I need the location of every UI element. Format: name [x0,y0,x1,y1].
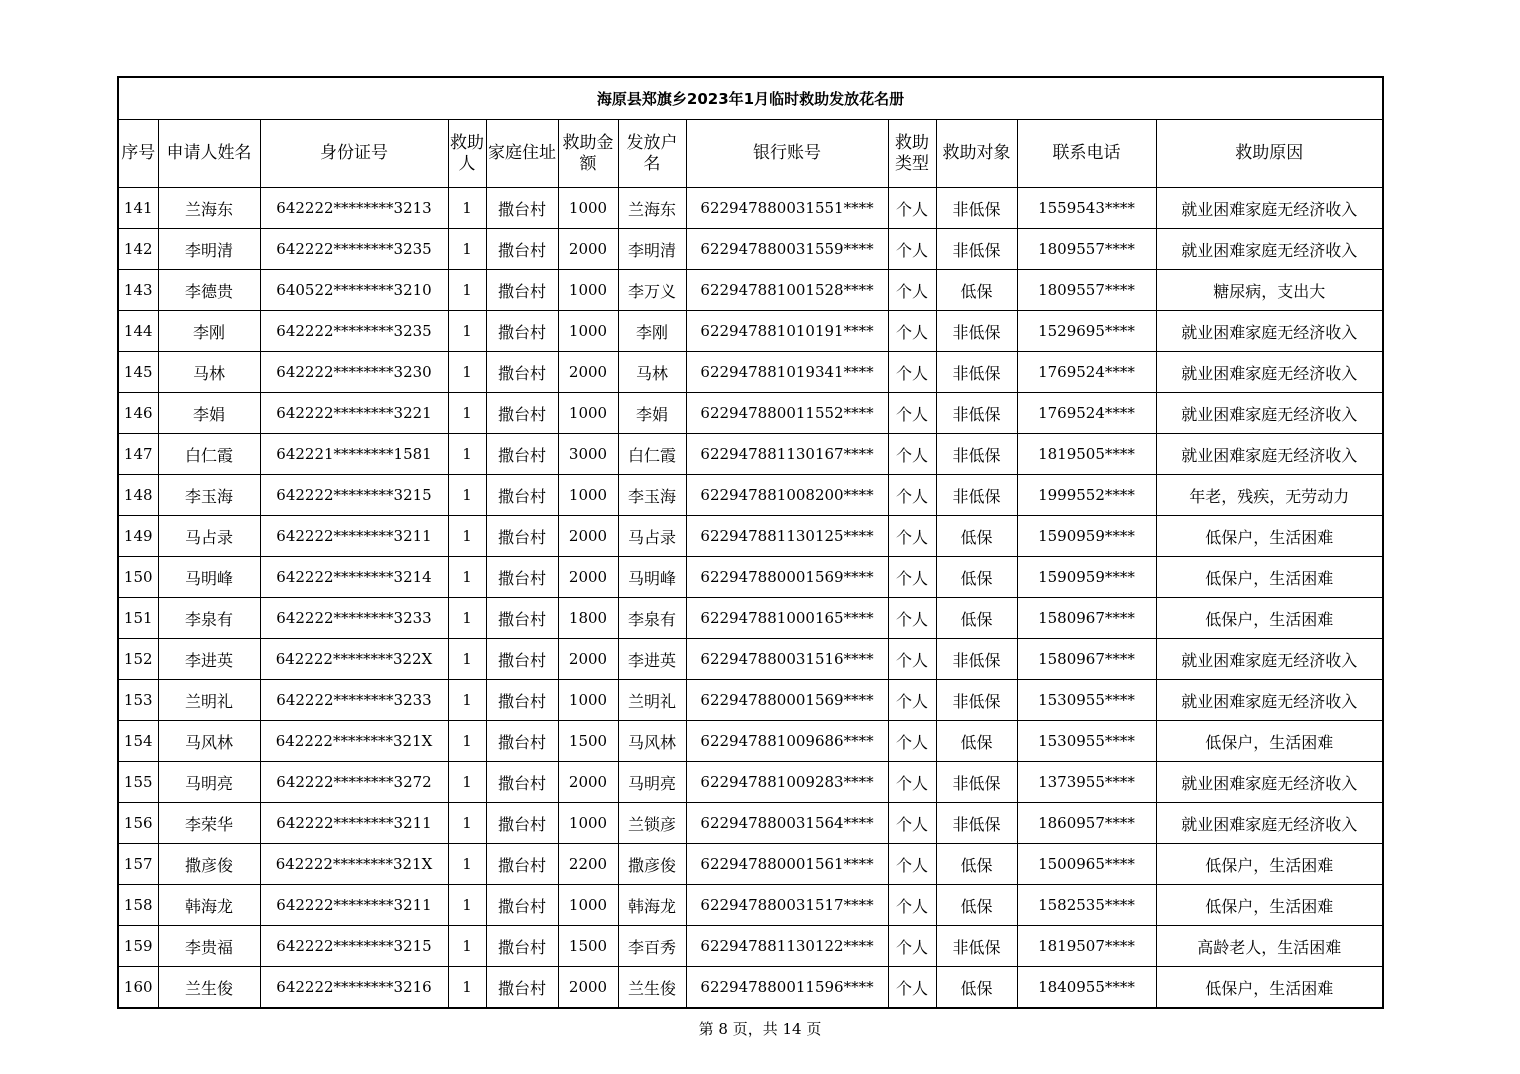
cell-name: 李泉有 [158,598,260,639]
cell-payee: 韩海龙 [618,885,686,926]
table-row [118,598,1383,639]
cell-address: 撒台村 [486,311,558,352]
cell-reason: 就业困难家庭无经济收入 [1156,639,1383,680]
cell-address: 撒台村 [486,967,558,1009]
cell-address: 撒台村 [486,188,558,229]
table-row [118,803,1383,844]
cell-seq: 143 [118,270,158,311]
cell-id: 642222********3216 [260,967,448,1009]
header-type: 救助类型 [888,120,936,188]
cell-address: 撒台村 [486,926,558,967]
cell-amount: 1000 [558,885,618,926]
cell-target: 非低保 [936,229,1017,270]
table-title: 海原县郑旗乡2023年1月临时救助发放花名册 [118,77,1383,120]
cell-address: 撒台村 [486,803,558,844]
cell-reason: 低保户，生活困难 [1156,721,1383,762]
cell-id: 642222********3233 [260,680,448,721]
cell-reason: 就业困难家庭无经济收入 [1156,803,1383,844]
cell-type: 个人 [888,352,936,393]
cell-amount: 2200 [558,844,618,885]
table-row [118,721,1383,762]
cell-id: 642222********3233 [260,598,448,639]
cell-amount: 2000 [558,762,618,803]
table-row [118,516,1383,557]
cell-count: 1 [448,680,486,721]
cell-name: 李进英 [158,639,260,680]
cell-account: 622947881130125**** [686,516,888,557]
cell-target: 非低保 [936,311,1017,352]
cell-type: 个人 [888,803,936,844]
cell-payee: 兰明礼 [618,680,686,721]
cell-name: 李刚 [158,311,260,352]
cell-payee: 李泉有 [618,598,686,639]
cell-phone: 1500965**** [1017,844,1156,885]
table-row [118,926,1383,967]
page-footer: 第 8 页，共 14 页 [698,1020,822,1038]
cell-payee: 马风林 [618,721,686,762]
table-row [118,762,1383,803]
cell-amount: 3000 [558,434,618,475]
cell-account: 622947881130122**** [686,926,888,967]
cell-account: 622947880011552**** [686,393,888,434]
cell-seq: 142 [118,229,158,270]
table-row [118,885,1383,926]
cell-reason: 低保户，生活困难 [1156,516,1383,557]
cell-amount: 2000 [558,967,618,1009]
cell-amount: 1000 [558,680,618,721]
cell-id: 642222********322X [260,639,448,680]
cell-address: 撒台村 [486,680,558,721]
cell-target: 非低保 [936,352,1017,393]
cell-name: 马风林 [158,721,260,762]
cell-seq: 149 [118,516,158,557]
cell-phone: 1530955**** [1017,721,1156,762]
cell-seq: 150 [118,557,158,598]
cell-reason: 高龄老人，生活困难 [1156,926,1383,967]
cell-payee: 马占录 [618,516,686,557]
header-amount: 救助金额 [558,120,618,188]
cell-address: 撒台村 [486,475,558,516]
cell-seq: 160 [118,967,158,1009]
cell-payee: 白仁霞 [618,434,686,475]
cell-name: 韩海龙 [158,885,260,926]
cell-account: 622947880001569**** [686,557,888,598]
cell-name: 马明亮 [158,762,260,803]
cell-id: 642222********3214 [260,557,448,598]
cell-payee: 撒彦俊 [618,844,686,885]
cell-id: 642222********3235 [260,311,448,352]
cell-name: 马明峰 [158,557,260,598]
cell-phone: 1580967**** [1017,639,1156,680]
cell-id: 642222********3230 [260,352,448,393]
cell-address: 撒台村 [486,721,558,762]
cell-count: 1 [448,434,486,475]
cell-account: 622947881010191**** [686,311,888,352]
cell-type: 个人 [888,516,936,557]
cell-phone: 1530955**** [1017,680,1156,721]
cell-reason: 就业困难家庭无经济收入 [1156,434,1383,475]
cell-seq: 157 [118,844,158,885]
cell-phone: 1809557**** [1017,229,1156,270]
cell-phone: 1809557**** [1017,270,1156,311]
cell-reason: 低保户，生活困难 [1156,557,1383,598]
cell-type: 个人 [888,188,936,229]
cell-seq: 154 [118,721,158,762]
cell-count: 1 [448,598,486,639]
cell-id: 642222********3211 [260,516,448,557]
cell-name: 李贵福 [158,926,260,967]
cell-count: 1 [448,639,486,680]
table-row [118,475,1383,516]
cell-address: 撒台村 [486,885,558,926]
cell-reason: 糖尿病，支出大 [1156,270,1383,311]
cell-target: 低保 [936,557,1017,598]
table-row [118,434,1383,475]
cell-account: 622947880031516**** [686,639,888,680]
table-row [118,639,1383,680]
cell-type: 个人 [888,680,936,721]
cell-type: 个人 [888,598,936,639]
cell-phone: 1819505**** [1017,434,1156,475]
cell-account: 622947881008200**** [686,475,888,516]
cell-target: 低保 [936,885,1017,926]
cell-address: 撒台村 [486,557,558,598]
cell-amount: 1000 [558,270,618,311]
cell-seq: 153 [118,680,158,721]
cell-amount: 2000 [558,639,618,680]
cell-name: 马林 [158,352,260,393]
cell-count: 1 [448,721,486,762]
cell-seq: 141 [118,188,158,229]
header-seq: 序号 [118,120,158,188]
cell-name: 兰生俊 [158,967,260,1009]
cell-type: 个人 [888,393,936,434]
cell-phone: 1590959**** [1017,557,1156,598]
cell-type: 个人 [888,229,936,270]
cell-address: 撒台村 [486,844,558,885]
cell-account: 622947881019341**** [686,352,888,393]
cell-amount: 2000 [558,557,618,598]
cell-count: 1 [448,844,486,885]
cell-phone: 1769524**** [1017,393,1156,434]
cell-payee: 兰锁彦 [618,803,686,844]
cell-reason: 就业困难家庭无经济收入 [1156,229,1383,270]
cell-name: 马占录 [158,516,260,557]
relief-roster-table [117,76,1384,1009]
cell-count: 1 [448,311,486,352]
cell-phone: 1860957**** [1017,803,1156,844]
cell-target: 非低保 [936,188,1017,229]
cell-target: 低保 [936,844,1017,885]
table-row [118,844,1383,885]
cell-id: 642222********3213 [260,188,448,229]
cell-phone: 1819507**** [1017,926,1156,967]
cell-address: 撒台村 [486,229,558,270]
cell-payee: 李明清 [618,229,686,270]
cell-account: 622947880001569**** [686,680,888,721]
cell-target: 非低保 [936,926,1017,967]
cell-id: 642222********321X [260,844,448,885]
header-payee: 发放户名 [618,120,686,188]
header-reason: 救助原因 [1156,120,1383,188]
cell-payee: 马明峰 [618,557,686,598]
cell-count: 1 [448,352,486,393]
cell-target: 低保 [936,270,1017,311]
cell-amount: 2000 [558,229,618,270]
table-row [118,352,1383,393]
cell-target: 低保 [936,598,1017,639]
cell-id: 640522********3210 [260,270,448,311]
cell-seq: 147 [118,434,158,475]
cell-type: 个人 [888,967,936,1009]
cell-address: 撒台村 [486,434,558,475]
table-row [118,967,1383,1009]
cell-payee: 马林 [618,352,686,393]
header-phone: 联系电话 [1017,120,1156,188]
cell-count: 1 [448,557,486,598]
cell-name: 李娟 [158,393,260,434]
cell-phone: 1590959**** [1017,516,1156,557]
cell-amount: 1000 [558,188,618,229]
cell-account: 622947881009686**** [686,721,888,762]
cell-payee: 李刚 [618,311,686,352]
cell-id: 642222********3211 [260,803,448,844]
cell-address: 撒台村 [486,639,558,680]
cell-amount: 1500 [558,721,618,762]
cell-address: 撒台村 [486,393,558,434]
cell-payee: 马明亮 [618,762,686,803]
cell-account: 622947880031559**** [686,229,888,270]
cell-target: 非低保 [936,393,1017,434]
cell-count: 1 [448,516,486,557]
cell-payee: 李娟 [618,393,686,434]
cell-count: 1 [448,967,486,1009]
cell-count: 1 [448,188,486,229]
cell-name: 兰明礼 [158,680,260,721]
cell-id: 642222********321X [260,721,448,762]
table-body [118,188,1383,1009]
header-account: 银行账号 [686,120,888,188]
cell-target: 非低保 [936,680,1017,721]
cell-name: 李荣华 [158,803,260,844]
cell-seq: 158 [118,885,158,926]
cell-reason: 就业困难家庭无经济收入 [1156,352,1383,393]
cell-reason: 低保户，生活困难 [1156,598,1383,639]
header-count: 救助人 [448,120,486,188]
cell-type: 个人 [888,311,936,352]
cell-type: 个人 [888,639,936,680]
cell-address: 撒台村 [486,270,558,311]
cell-amount: 1500 [558,926,618,967]
cell-type: 个人 [888,762,936,803]
cell-reason: 就业困难家庭无经济收入 [1156,311,1383,352]
cell-name: 李玉海 [158,475,260,516]
header-target: 救助对象 [936,120,1017,188]
cell-id: 642221********1581 [260,434,448,475]
cell-payee: 兰海东 [618,188,686,229]
cell-address: 撒台村 [486,762,558,803]
cell-amount: 2000 [558,516,618,557]
cell-seq: 152 [118,639,158,680]
table-row [118,188,1383,229]
cell-name: 撒彦俊 [158,844,260,885]
cell-target: 非低保 [936,434,1017,475]
cell-type: 个人 [888,721,936,762]
cell-reason: 年老，残疾，无劳动力 [1156,475,1383,516]
table-row [118,311,1383,352]
cell-seq: 148 [118,475,158,516]
header-row [118,120,1383,188]
header-id: 身份证号 [260,120,448,188]
cell-id: 642222********3272 [260,762,448,803]
table-row [118,270,1383,311]
cell-type: 个人 [888,270,936,311]
cell-reason: 低保户，生活困难 [1156,844,1383,885]
cell-payee: 兰生俊 [618,967,686,1009]
header-name: 申请人姓名 [158,120,260,188]
cell-phone: 1999552**** [1017,475,1156,516]
cell-seq: 151 [118,598,158,639]
cell-count: 1 [448,762,486,803]
cell-account: 622947881009283**** [686,762,888,803]
cell-payee: 李进英 [618,639,686,680]
cell-address: 撒台村 [486,598,558,639]
cell-type: 个人 [888,475,936,516]
table-row [118,393,1383,434]
cell-account: 622947880031517**** [686,885,888,926]
cell-phone: 1529695**** [1017,311,1156,352]
cell-reason: 就业困难家庭无经济收入 [1156,188,1383,229]
cell-id: 642222********3221 [260,393,448,434]
cell-type: 个人 [888,557,936,598]
table-row [118,680,1383,721]
cell-amount: 1000 [558,475,618,516]
cell-amount: 2000 [558,352,618,393]
cell-account: 622947880031551**** [686,188,888,229]
cell-seq: 159 [118,926,158,967]
cell-type: 个人 [888,434,936,475]
cell-reason: 就业困难家庭无经济收入 [1156,762,1383,803]
cell-target: 低保 [936,721,1017,762]
cell-account: 622947880011596**** [686,967,888,1009]
cell-seq: 156 [118,803,158,844]
cell-reason: 就业困难家庭无经济收入 [1156,680,1383,721]
cell-amount: 1800 [558,598,618,639]
cell-count: 1 [448,885,486,926]
cell-seq: 144 [118,311,158,352]
cell-account: 622947881130167**** [686,434,888,475]
cell-target: 非低保 [936,803,1017,844]
cell-phone: 1559543**** [1017,188,1156,229]
header-address: 家庭住址 [486,120,558,188]
cell-address: 撒台村 [486,352,558,393]
cell-type: 个人 [888,844,936,885]
cell-target: 低保 [936,516,1017,557]
cell-count: 1 [448,803,486,844]
cell-name: 兰海东 [158,188,260,229]
cell-target: 非低保 [936,639,1017,680]
cell-payee: 李玉海 [618,475,686,516]
cell-type: 个人 [888,885,936,926]
cell-name: 李明清 [158,229,260,270]
cell-phone: 1582535**** [1017,885,1156,926]
cell-reason: 低保户，生活困难 [1156,967,1383,1009]
cell-id: 642222********3211 [260,885,448,926]
cell-name: 李德贵 [158,270,260,311]
cell-type: 个人 [888,926,936,967]
cell-reason: 低保户，生活困难 [1156,885,1383,926]
cell-phone: 1580967**** [1017,598,1156,639]
cell-phone: 1840955**** [1017,967,1156,1009]
cell-seq: 145 [118,352,158,393]
cell-payee: 李百秀 [618,926,686,967]
cell-name: 白仁霞 [158,434,260,475]
cell-count: 1 [448,926,486,967]
cell-account: 622947881000165**** [686,598,888,639]
cell-amount: 1000 [558,311,618,352]
cell-amount: 1000 [558,803,618,844]
cell-reason: 就业困难家庭无经济收入 [1156,393,1383,434]
cell-id: 642222********3215 [260,926,448,967]
cell-target: 低保 [936,967,1017,1009]
cell-seq: 146 [118,393,158,434]
table-row [118,557,1383,598]
cell-phone: 1769524**** [1017,352,1156,393]
table-row [118,229,1383,270]
cell-seq: 155 [118,762,158,803]
cell-id: 642222********3215 [260,475,448,516]
cell-target: 非低保 [936,475,1017,516]
cell-count: 1 [448,475,486,516]
cell-id: 642222********3235 [260,229,448,270]
cell-payee: 李万义 [618,270,686,311]
cell-count: 1 [448,229,486,270]
cell-count: 1 [448,393,486,434]
cell-account: 622947881001528**** [686,270,888,311]
cell-target: 非低保 [936,762,1017,803]
cell-count: 1 [448,270,486,311]
cell-address: 撒台村 [486,516,558,557]
cell-phone: 1373955**** [1017,762,1156,803]
cell-account: 622947880031564**** [686,803,888,844]
cell-amount: 1000 [558,393,618,434]
cell-account: 622947880001561**** [686,844,888,885]
